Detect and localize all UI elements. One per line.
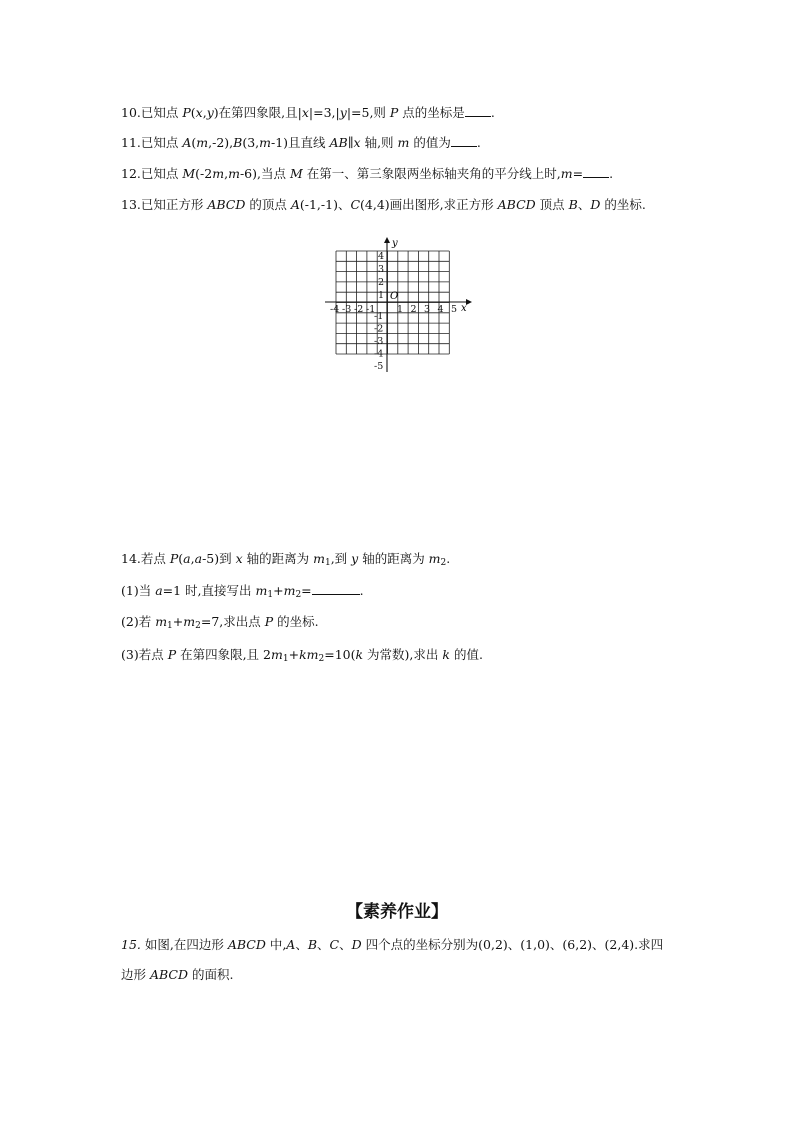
q12-text: , <box>224 166 229 181</box>
q10-text: ) <box>213 105 219 120</box>
q12-text: . <box>609 166 614 181</box>
q14p1-text: + <box>273 583 284 598</box>
var-b: B <box>568 197 578 212</box>
var-m: m <box>283 583 296 598</box>
q14-text: . <box>446 551 451 566</box>
var-a: A <box>182 135 192 150</box>
q14p3-text: 的值. <box>449 647 483 662</box>
answer-blank[interactable] <box>312 582 360 595</box>
q10-text: , <box>202 105 207 120</box>
var-b: B <box>307 937 318 952</box>
y-tick-label: 4 <box>378 251 385 262</box>
var-x: x <box>195 105 203 120</box>
x-tick-label: -2 <box>354 304 364 315</box>
answer-blank[interactable] <box>451 134 477 147</box>
subscript: 2 <box>318 654 325 664</box>
q14p2-text: (2)若 <box>121 614 156 629</box>
var-m: m <box>196 135 209 150</box>
var-m: m <box>313 551 325 566</box>
var-m: m <box>183 614 196 629</box>
q14-text: -5)到 <box>202 551 236 566</box>
q14p1-text: (1)当 <box>121 583 156 598</box>
q15-text: 、 <box>295 937 308 952</box>
var-p: P <box>167 647 177 662</box>
x-axis-arrow <box>466 299 472 305</box>
q11-text: ∥ <box>347 135 354 150</box>
section-title: 【素养作业】 <box>346 902 448 922</box>
q10-text: |=3,| <box>308 105 340 120</box>
q11-text: . <box>476 135 481 150</box>
q12-text: 12.已知点 <box>121 166 183 181</box>
y-tick-label: 3 <box>378 264 385 275</box>
var-abcd: ABCD <box>227 937 266 952</box>
q14p3-text: + <box>288 647 300 662</box>
x-tick-label: 4 <box>437 304 444 315</box>
var-a: a <box>155 583 163 598</box>
var-a: A <box>286 937 296 952</box>
question-11 <box>121 134 481 152</box>
q11-text: 11.已知点 <box>121 135 183 150</box>
var-m: m <box>228 166 240 181</box>
q13-text: 的顶点 <box>245 197 291 212</box>
q15-text: 中, <box>265 937 287 952</box>
q12-text: -6),当点 <box>239 166 290 181</box>
var-y: y <box>339 105 347 120</box>
origin-label: O <box>390 291 399 302</box>
var-a: A <box>290 197 300 212</box>
question-14-part-1 <box>121 582 364 600</box>
q14p1-text: . <box>359 583 364 598</box>
q14-text: 14.若点 <box>121 551 170 566</box>
q14p2-text: 的坐标. <box>273 614 319 629</box>
var-abcd: ABCD <box>149 967 189 982</box>
var-y: y <box>206 105 214 120</box>
q15-text: 四个点的坐标分别为(0,2)、(1,0)、(6,2)、(2,4).求四 <box>361 937 664 952</box>
x-tick-label: -4 <box>330 304 340 315</box>
question-15-line-2 <box>121 966 233 984</box>
var-p: P <box>389 105 399 120</box>
question-13 <box>121 196 646 214</box>
question-12 <box>121 165 613 183</box>
x-tick-label: 2 <box>410 304 417 315</box>
var-m: m <box>212 166 225 181</box>
q14p1-text: = <box>301 583 312 598</box>
q14p2-text: + <box>172 614 184 629</box>
question-10 <box>121 104 495 122</box>
q10-text: 10.已知点 <box>121 105 183 120</box>
var-a: a <box>194 551 203 566</box>
y-tick-label: -2 <box>374 323 384 335</box>
subscript: 1 <box>167 621 173 631</box>
var-x: x <box>235 551 243 566</box>
q14-text: 轴的距离为 <box>242 551 314 566</box>
q12-text: (-2 <box>195 166 213 181</box>
q15-text: 边形 <box>121 967 150 982</box>
q14p3-text: 在第四象限,且 2 <box>176 647 271 662</box>
var-x: x <box>301 105 309 120</box>
q14-text: 轴的距离为 <box>358 551 429 566</box>
q13-text: 顶点 <box>535 197 569 212</box>
q11-text: 的值为 <box>409 135 451 150</box>
q14p3-text: (3)若点 <box>121 647 168 662</box>
y-axis-arrow <box>384 237 390 243</box>
q10-text: 点的坐标是 <box>398 105 465 120</box>
question-14-part-3 <box>121 646 483 664</box>
var-ab: AB <box>329 135 348 150</box>
question-number: 15. <box>121 937 141 952</box>
var-p: P <box>264 614 274 629</box>
x-tick-label: 1 <box>397 304 404 315</box>
var-abcd: ABCD <box>207 197 246 212</box>
x-tick-label: -1 <box>366 304 376 315</box>
var-b: B <box>233 135 243 150</box>
q11-text: 轴,则 <box>360 135 398 150</box>
answer-blank[interactable] <box>465 104 491 117</box>
var-x: x <box>353 135 361 150</box>
q15-text: 的面积. <box>188 967 234 982</box>
subscript: 2 <box>440 558 447 568</box>
answer-blank[interactable] <box>583 165 609 178</box>
subscript: 2 <box>295 590 302 600</box>
var-k: k <box>355 647 364 662</box>
q12-text: = <box>572 166 584 181</box>
y-tick-label: 1 <box>378 290 385 301</box>
question-14-part-2 <box>121 613 319 631</box>
q14p3-text: 为常数),求出 <box>363 647 443 662</box>
var-m: M <box>289 166 303 181</box>
q15-text: 、 <box>339 937 352 952</box>
q14-text: ,到 <box>330 551 352 566</box>
var-m: m <box>270 647 283 662</box>
x-tick-label: -3 <box>342 304 352 315</box>
question-14 <box>121 550 450 568</box>
coordinate-grid[interactable] <box>320 236 480 376</box>
y-tick-label: 2 <box>378 277 385 288</box>
q14p2-text: =7,求出点 <box>200 614 265 629</box>
x-axis-label: x <box>461 303 467 314</box>
var-k: k <box>442 647 450 662</box>
var-d: D <box>351 937 362 952</box>
y-axis-label: y <box>392 238 398 249</box>
var-p: P <box>182 105 191 120</box>
y-tick-label: -5 <box>374 361 384 372</box>
var-m: m <box>259 135 271 150</box>
y-tick-label: -3 <box>374 336 384 347</box>
y-tick-label: -1 <box>374 311 384 322</box>
question-15 <box>121 936 663 954</box>
q13-text: 的坐标. <box>600 197 646 212</box>
q11-text: ,-2), <box>208 135 234 150</box>
var-c: C <box>350 197 361 212</box>
var-m: m <box>306 647 319 662</box>
subscript: 1 <box>282 654 289 664</box>
var-m: M <box>182 166 196 181</box>
q10-text: . <box>490 105 495 120</box>
q11-text: (3, <box>242 135 260 150</box>
var-m: m <box>560 166 573 181</box>
q14p3-text: =10( <box>324 647 356 662</box>
q13-text: (4,4)画出图形,求正方形 <box>360 197 498 212</box>
subscript: 1 <box>267 590 274 600</box>
subscript: 1 <box>324 558 331 568</box>
q11-text: -1)且直线 <box>271 135 330 150</box>
q10-text: |=5,则 <box>346 105 390 120</box>
var-a: a <box>183 551 191 566</box>
var-abcd: ABCD <box>497 197 536 212</box>
subscript: 2 <box>195 621 201 631</box>
var-p: P <box>169 551 179 566</box>
q13-text: 、 <box>577 197 591 212</box>
q12-text: 在第一、第三象限两坐标轴夹角的平分线上时, <box>302 166 561 181</box>
q15-text: 、 <box>317 937 330 952</box>
q14p1-text: =1 时,直接写出 <box>162 583 256 598</box>
var-k: k <box>299 647 307 662</box>
x-tick-label: 3 <box>424 304 431 315</box>
q10-text: 在第四象限,且| <box>218 105 302 120</box>
x-tick-label: 5 <box>451 304 458 315</box>
var-c: C <box>329 937 340 952</box>
q13-text: 13.已知正方形 <box>121 197 208 212</box>
q15-text: 如图,在四边形 <box>140 937 228 952</box>
q14-text: ( <box>178 551 184 566</box>
q14-text: , <box>190 551 195 566</box>
var-m: m <box>428 551 441 566</box>
q13-text: (-1,-1)、 <box>299 197 351 212</box>
var-m: m <box>255 583 268 598</box>
var-m: m <box>155 614 168 629</box>
y-tick-label: -4 <box>374 348 384 360</box>
q10-text: ( <box>190 105 196 120</box>
var-m: m <box>397 135 410 150</box>
var-d: D <box>590 197 601 212</box>
q11-text: ( <box>191 135 197 150</box>
var-y: y <box>351 551 359 566</box>
